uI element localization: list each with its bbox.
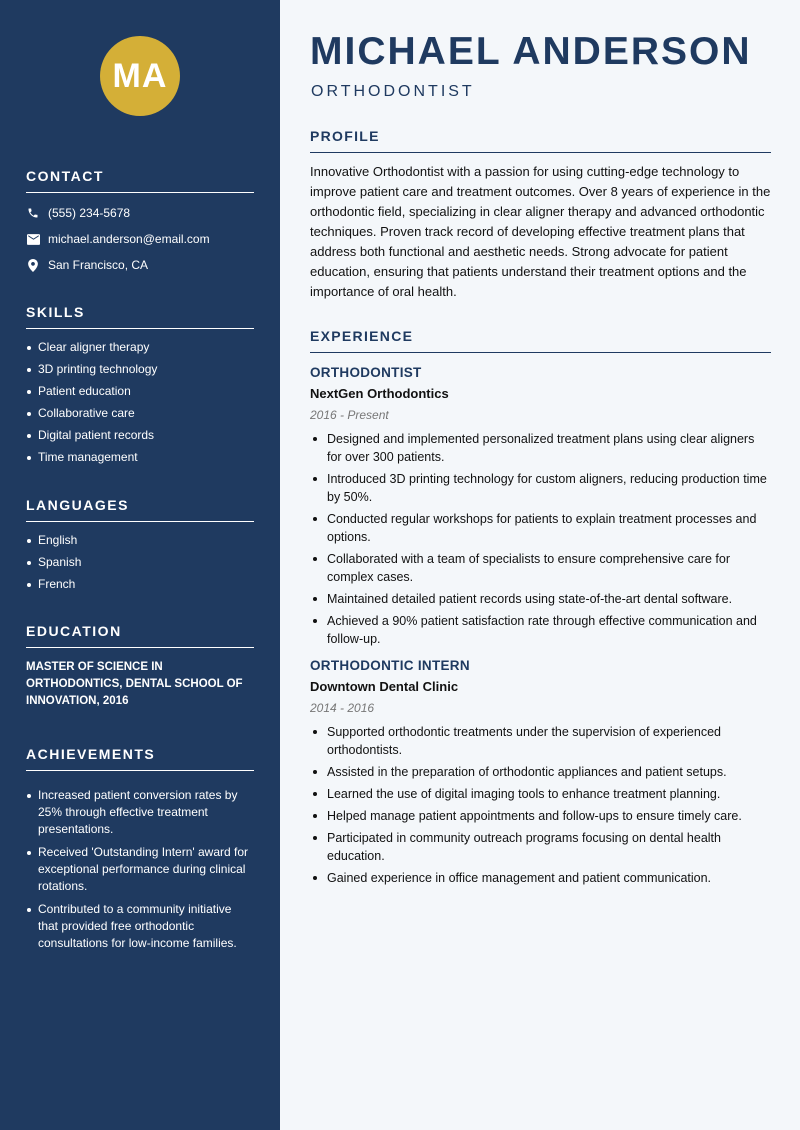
list-item: Supported orthodontic treatments under the supervision of experienced orthodontists. xyxy=(310,723,771,759)
job-bullets xyxy=(310,723,771,887)
list-item: Maintained detailed patient records using state-of-the-art dental software. xyxy=(310,590,771,608)
phone-icon xyxy=(26,206,40,220)
list-item: Helped manage patient appointments and follow-ups to ensure timely care. xyxy=(310,807,771,825)
map-pin-icon xyxy=(26,258,40,272)
experience-section xyxy=(310,328,771,891)
avatar: MA xyxy=(100,36,180,116)
location-text: San Francisco, CA xyxy=(48,258,149,272)
list-item: Patient education xyxy=(26,383,254,400)
list-item: Conducted regular workshops for patients to explain treatment processes and options. xyxy=(310,510,771,546)
list-item: Clear aligner therapy xyxy=(26,339,254,356)
email-text: michael.anderson@email.com xyxy=(48,232,210,246)
skills-heading: SKILLS xyxy=(26,304,254,329)
list-item: Spanish xyxy=(26,554,254,571)
list-item: Learned the use of digital imaging tools to enhance treatment planning. xyxy=(310,785,771,803)
job-title: ORTHODONTIC INTERN xyxy=(310,658,470,673)
job-dates: 2014 - 2016 xyxy=(310,701,375,715)
list-item: Increased patient conversion rates by 25% through effective treatment presentations. xyxy=(26,787,254,838)
profile-text: Innovative Orthodontist with a passion for using cutting-edge technology to improve patient care and treatment outcomes. Over 8 years of experience in the orthodontic field, specializing in clear aligner therapy and advanced orthodontic techniques. Proven track record of developing effective treatment plans that address both functional and aesthetic needs. Strong advocate for patient education, ensuring that patients understand their treatment options and the importance of oral health. xyxy=(310,164,771,299)
education-degree: MASTER OF SCIENCE IN ORTHODONTICS, DENTAL SCHOOL OF INNOVATION, 2016 xyxy=(26,661,243,707)
phone-text: (555) 234-5678 xyxy=(48,206,131,220)
contact-email xyxy=(26,232,254,246)
job-entry xyxy=(310,365,771,648)
list-item: Achieved a 90% patient satisfaction rate through effective communication and follow-up. xyxy=(310,612,771,648)
sidebar xyxy=(0,0,280,1130)
candidate-title: ORTHODONTIST xyxy=(311,83,475,100)
list-item: French xyxy=(26,576,254,593)
list-item: Introduced 3D printing technology for custom aligners, reducing production time by 50%. xyxy=(310,470,771,506)
list-item: Designed and implemented personalized treatment plans using clear aligners for over 300 patients. xyxy=(310,430,771,466)
list-item: Gained experience in office management and patient communication. xyxy=(310,869,771,887)
profile-section xyxy=(310,128,771,302)
list-item: Participated in community outreach programs focusing on dental health education. xyxy=(310,829,771,865)
education-section xyxy=(26,623,254,710)
experience-heading: EXPERIENCE xyxy=(310,328,771,353)
list-item: English xyxy=(26,532,254,549)
list-item: Contributed to a community initiative that provided free orthodontic consultations for low-income families. xyxy=(26,901,254,952)
envelope-icon xyxy=(26,232,40,246)
achievements-heading: ACHIEVEMENTS xyxy=(26,746,254,771)
list-item: Collaborative care xyxy=(26,405,254,422)
list-item: Received 'Outstanding Intern' award for exceptional performance during clinical rotations. xyxy=(26,844,254,895)
list-item: Time management xyxy=(26,449,254,466)
contact-location xyxy=(26,258,254,272)
job-title: ORTHODONTIST xyxy=(310,365,422,380)
list-item: 3D printing technology xyxy=(26,361,254,378)
job-dates: 2016 - Present xyxy=(310,408,389,422)
contact-phone xyxy=(26,206,254,220)
candidate-name: MICHAEL ANDERSON xyxy=(310,30,752,73)
skills-list xyxy=(26,339,254,466)
job-bullets xyxy=(310,430,771,648)
languages-heading: LANGUAGES xyxy=(26,497,254,522)
achievements-list xyxy=(26,787,254,952)
languages-list xyxy=(26,532,254,593)
contact-section xyxy=(26,168,254,272)
main-content xyxy=(280,0,800,1130)
contact-heading: CONTACT xyxy=(26,168,254,193)
job-entry xyxy=(310,658,771,887)
education-heading: EDUCATION xyxy=(26,623,254,648)
profile-heading: PROFILE xyxy=(310,128,771,153)
languages-section xyxy=(26,497,254,598)
list-item: Digital patient records xyxy=(26,427,254,444)
company-name: NextGen Orthodontics xyxy=(310,386,449,401)
skills-section xyxy=(26,304,254,471)
list-item: Assisted in the preparation of orthodontic appliances and patient setups. xyxy=(310,763,771,781)
list-item: Collaborated with a team of specialists to ensure comprehensive care for complex cases. xyxy=(310,550,771,586)
achievements-section xyxy=(26,746,254,958)
company-name: Downtown Dental Clinic xyxy=(310,679,459,694)
